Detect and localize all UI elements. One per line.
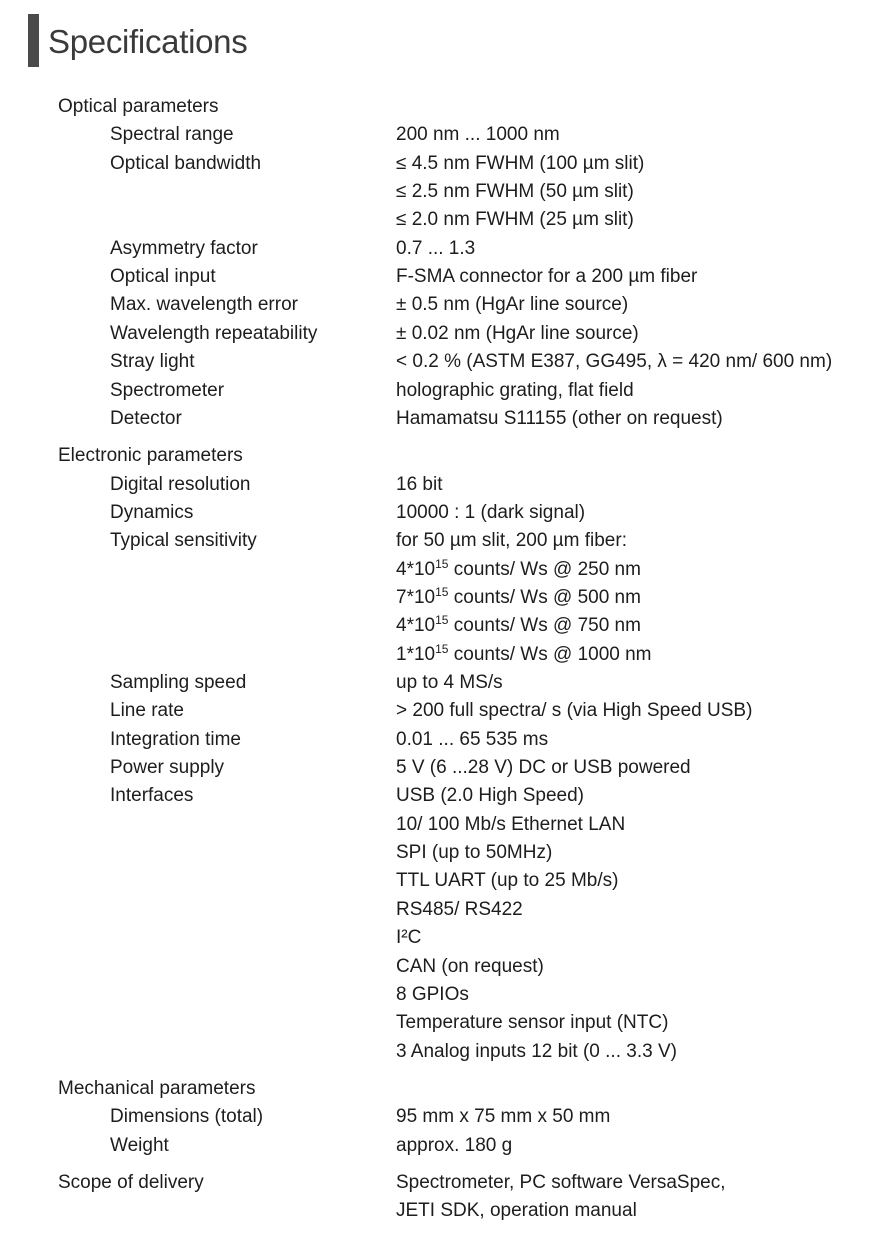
section-heading: Optical parameters: [58, 96, 219, 117]
spec-value: $4*10^{15}$ counts/ Ws @ 750 nm: [396, 613, 641, 637]
spec-value: Temperature sensor input (NTC): [396, 1012, 669, 1034]
spec-label: Typical sensitivity: [110, 530, 257, 552]
spec-label: Spectral range: [110, 124, 234, 146]
spec-value: 0.01 ... 65 535 ms: [396, 728, 549, 750]
spec-value: 5 V (6 ...28 V) DC or USB powered: [396, 757, 691, 779]
title-accent-bar: [28, 14, 39, 67]
section-heading: Electronic parameters: [58, 445, 243, 467]
spec-value: ± 0.02 nm (HgAr line source): [396, 322, 639, 344]
spec-value: I²C: [396, 927, 422, 949]
spec-value: 10000 : 1 (dark signal): [396, 501, 586, 523]
section-heading: Mechanical parameters: [58, 1077, 256, 1099]
spec-label: Weight: [110, 1134, 169, 1156]
spec-label: Optical bandwidth: [110, 152, 262, 174]
spec-label: Sampling speed: [110, 672, 247, 693]
spec-value: TTL UART (up to 25 Mb/s): [396, 870, 619, 892]
spec-label: Power supply: [110, 757, 225, 779]
spec-label: Max. wavelength error: [110, 294, 298, 316]
exponent: 15: [435, 613, 449, 628]
spec-value: Spectrometer, PC software VersaSpec,: [396, 1171, 726, 1193]
spec-value: USB (2.0 High Speed): [396, 785, 584, 807]
spec-label: Wavelength repeatability: [110, 322, 318, 344]
spec-label: Asymmetry factor: [110, 237, 258, 259]
spec-value: $1*10^{15}$ counts/ Ws @ 1000 nm: [396, 641, 652, 665]
spec-label: Dynamics: [110, 501, 194, 523]
spec-label: Digital resolution: [110, 473, 251, 495]
page-title: Specifications: [48, 23, 248, 60]
spec-value: 95 mm x 75 mm x 50 mm: [396, 1106, 611, 1128]
spec-label: Integration time: [110, 728, 241, 750]
spec-label: Dimensions (total): [110, 1106, 264, 1128]
spec-value: > 200 full spectra/ s (via High Speed USB): [396, 700, 753, 722]
spec-value: up to 4 MS/s: [396, 672, 503, 693]
spec-value: ≤ 4.5 nm FWHM (100 µm slit): [396, 152, 645, 174]
spec-value: < 0.2 % (ASTM E387, GG495, λ = 420 nm/ 600 nm): [396, 351, 833, 373]
spec-value: holographic grating, flat field: [396, 379, 634, 401]
spec-value: 10/ 100 Mb/s Ethernet LAN: [396, 813, 626, 835]
spec-value: approx. 180 g: [396, 1134, 513, 1156]
spec-value: 3 Analog inputs 12 bit (0 ... 3.3 V): [396, 1040, 677, 1062]
spec-value: $7*10^{15}$ counts/ Ws @ 500 nm: [396, 584, 641, 608]
spec-value: SPI (up to 50MHz): [396, 842, 553, 864]
exponent: 15: [435, 584, 449, 599]
spec-value: 200 nm ... 1000 nm: [396, 124, 560, 146]
spec-value: for 50 µm slit, 200 µm fiber:: [396, 530, 627, 552]
section-heading: Scope of delivery: [58, 1171, 204, 1193]
spec-value: CAN (on request): [396, 955, 544, 977]
spec-value: JETI SDK, operation manual: [396, 1200, 637, 1222]
spec-label: Optical input: [110, 266, 216, 288]
spec-label: Spectrometer: [110, 379, 225, 401]
exponent: 15: [435, 641, 449, 656]
spec-value: 0.7 ... 1.3: [396, 237, 476, 259]
spec-value: RS485/ RS422: [396, 898, 523, 920]
spec-value: Hamamatsu S11155 (other on request): [396, 407, 723, 429]
spec-label: Detector: [110, 407, 182, 429]
spec-value: $4*10^{15}$ counts/ Ws @ 250 nm: [396, 556, 641, 580]
spec-label: Interfaces: [110, 785, 194, 807]
spec-value: ± 0.5 nm (HgAr line source): [396, 294, 629, 316]
spec-label: Stray light: [110, 351, 195, 373]
exponent: 15: [435, 556, 449, 571]
spec-value: ≤ 2.0 nm FWHM (25 µm slit): [396, 209, 634, 231]
spec-value: F-SMA connector for a 200 µm fiber: [396, 266, 698, 288]
spec-value: ≤ 2.5 nm FWHM (50 µm slit): [396, 181, 634, 203]
spec-label: Line rate: [110, 700, 184, 722]
spec-value: 8 GPIOs: [396, 983, 469, 1005]
spec-value: 16 bit: [396, 473, 443, 495]
